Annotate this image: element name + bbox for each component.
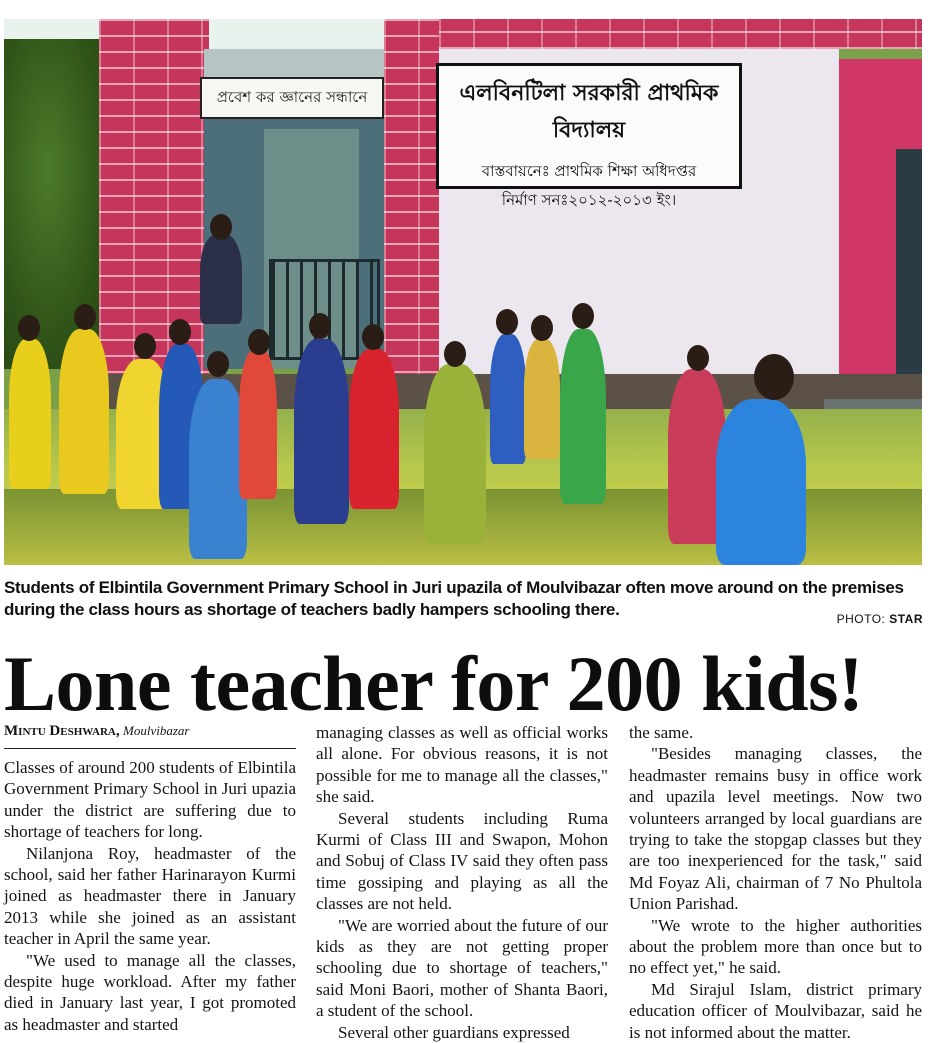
paragraph: Several other guardians expressed	[338, 1022, 570, 1042]
child-figure	[59, 329, 109, 494]
paragraph: "We are worried about the future of our kids as they are not getting proper schooling due to shortage of teachers," said Moni Baori, mother of Shanta Baori, a student of the school.	[316, 915, 608, 1021]
photo-credit-source: STAR	[889, 612, 923, 626]
child-head	[18, 315, 40, 341]
brick-pillar-middle	[384, 19, 439, 389]
child-head	[169, 319, 191, 345]
entrance-banner: প্রবেশ কর জ্ঞানের সন্ধানে	[200, 77, 384, 119]
teacher-figure	[200, 234, 242, 324]
article-column-2	[316, 722, 608, 1043]
paragraph: "We used to manage all the classes, despite huge workload. After my father died in January last year, I got promoted as headmaster and started	[4, 950, 296, 1034]
child-head	[248, 329, 270, 355]
brick-wall-top	[439, 19, 922, 49]
child-figure	[560, 329, 606, 504]
paragraph: managing classes as well as official works all alone. For obvious reasons, it is not possible for me to manage all the classes," she said.	[316, 723, 608, 807]
child-head	[572, 303, 594, 329]
door-right	[896, 149, 922, 409]
child-figure	[294, 339, 349, 524]
child-figure	[424, 364, 486, 544]
child-head	[74, 304, 96, 330]
child-head	[444, 341, 466, 367]
child-figure	[490, 334, 526, 464]
byline	[4, 722, 296, 749]
headline: Lone teacher for 200 kids!	[4, 640, 864, 727]
paragraph: "We wrote to the higher authorities about the problem more than once but to no effect yet," he said.	[629, 915, 922, 978]
child-figure	[349, 349, 399, 509]
paragraph: the same.	[629, 723, 694, 742]
child-head	[496, 309, 518, 335]
child-head	[362, 324, 384, 350]
child-figure	[524, 339, 560, 459]
child-head	[754, 354, 794, 400]
school-sign-implementer: বাস্তবায়নেঃ প্রাথমিক শিক্ষা অধিদপ্তর	[481, 162, 697, 180]
child-head	[309, 313, 331, 339]
paragraph: Md Sirajul Islam, district primary education officer of Moulvibazar, said he is not informed about the matter.	[629, 979, 922, 1042]
paragraph: Several students including Ruma Kurmi of Class III and Swapon, Mohon and Sobuj of Class IV said they often pass time gossiping and playing as all the classes are not held.	[316, 808, 608, 914]
photo-credit	[837, 612, 923, 626]
child-head	[531, 315, 553, 341]
child-head	[207, 351, 229, 377]
photo-credit-label: PHOTO:	[836, 612, 886, 626]
child-figure	[9, 339, 51, 489]
brick-pillar-left	[99, 19, 209, 389]
article-column-1	[4, 722, 296, 1035]
paragraph: "Besides managing classes, the headmaster remains busy in office work and upazila level meetings. Now two volunteers arranged by local guardians are trying to take the stopgap classes but they are too inexperienced for the task," said Md Foyaz Ali, chairman of 7 No Phultola Union Parishad.	[629, 744, 922, 914]
child-figure	[239, 349, 277, 499]
child-head	[687, 345, 709, 371]
news-photo	[4, 19, 922, 565]
paragraph: Nilanjona Roy, headmaster of the school, said her father Harinarayon Kurmi joined as headmaster there in January 2013 while she joined as an assistant teacher in April the same year.	[4, 843, 296, 949]
byline-place: Moulvibazar	[123, 723, 190, 738]
school-sign-name: এলবিনটিলা সরকারী প্রাথমিক বিদ্যালয়	[459, 81, 719, 143]
byline-author: Mintu Deshwara,	[4, 723, 120, 739]
school-sign-year: নির্মাণ সনঃ২০১২-২০১৩ ইং।	[501, 191, 677, 209]
child-figure	[716, 399, 806, 565]
paragraph: Classes of around 200 students of Elbintila Government Primary School in Juri upazia under the district are suffering due to shortage of teachers for long.	[4, 758, 296, 842]
article-column-3	[629, 722, 922, 1043]
teacher-head	[210, 214, 232, 240]
school-sign	[436, 63, 742, 209]
photo-caption: Students of Elbintila Government Primary School in Juri upazila of Moulvibazar often move around on the premises during the class hours as shortage of teachers badly hampers schooling there.	[4, 578, 904, 619]
child-head	[134, 333, 156, 359]
